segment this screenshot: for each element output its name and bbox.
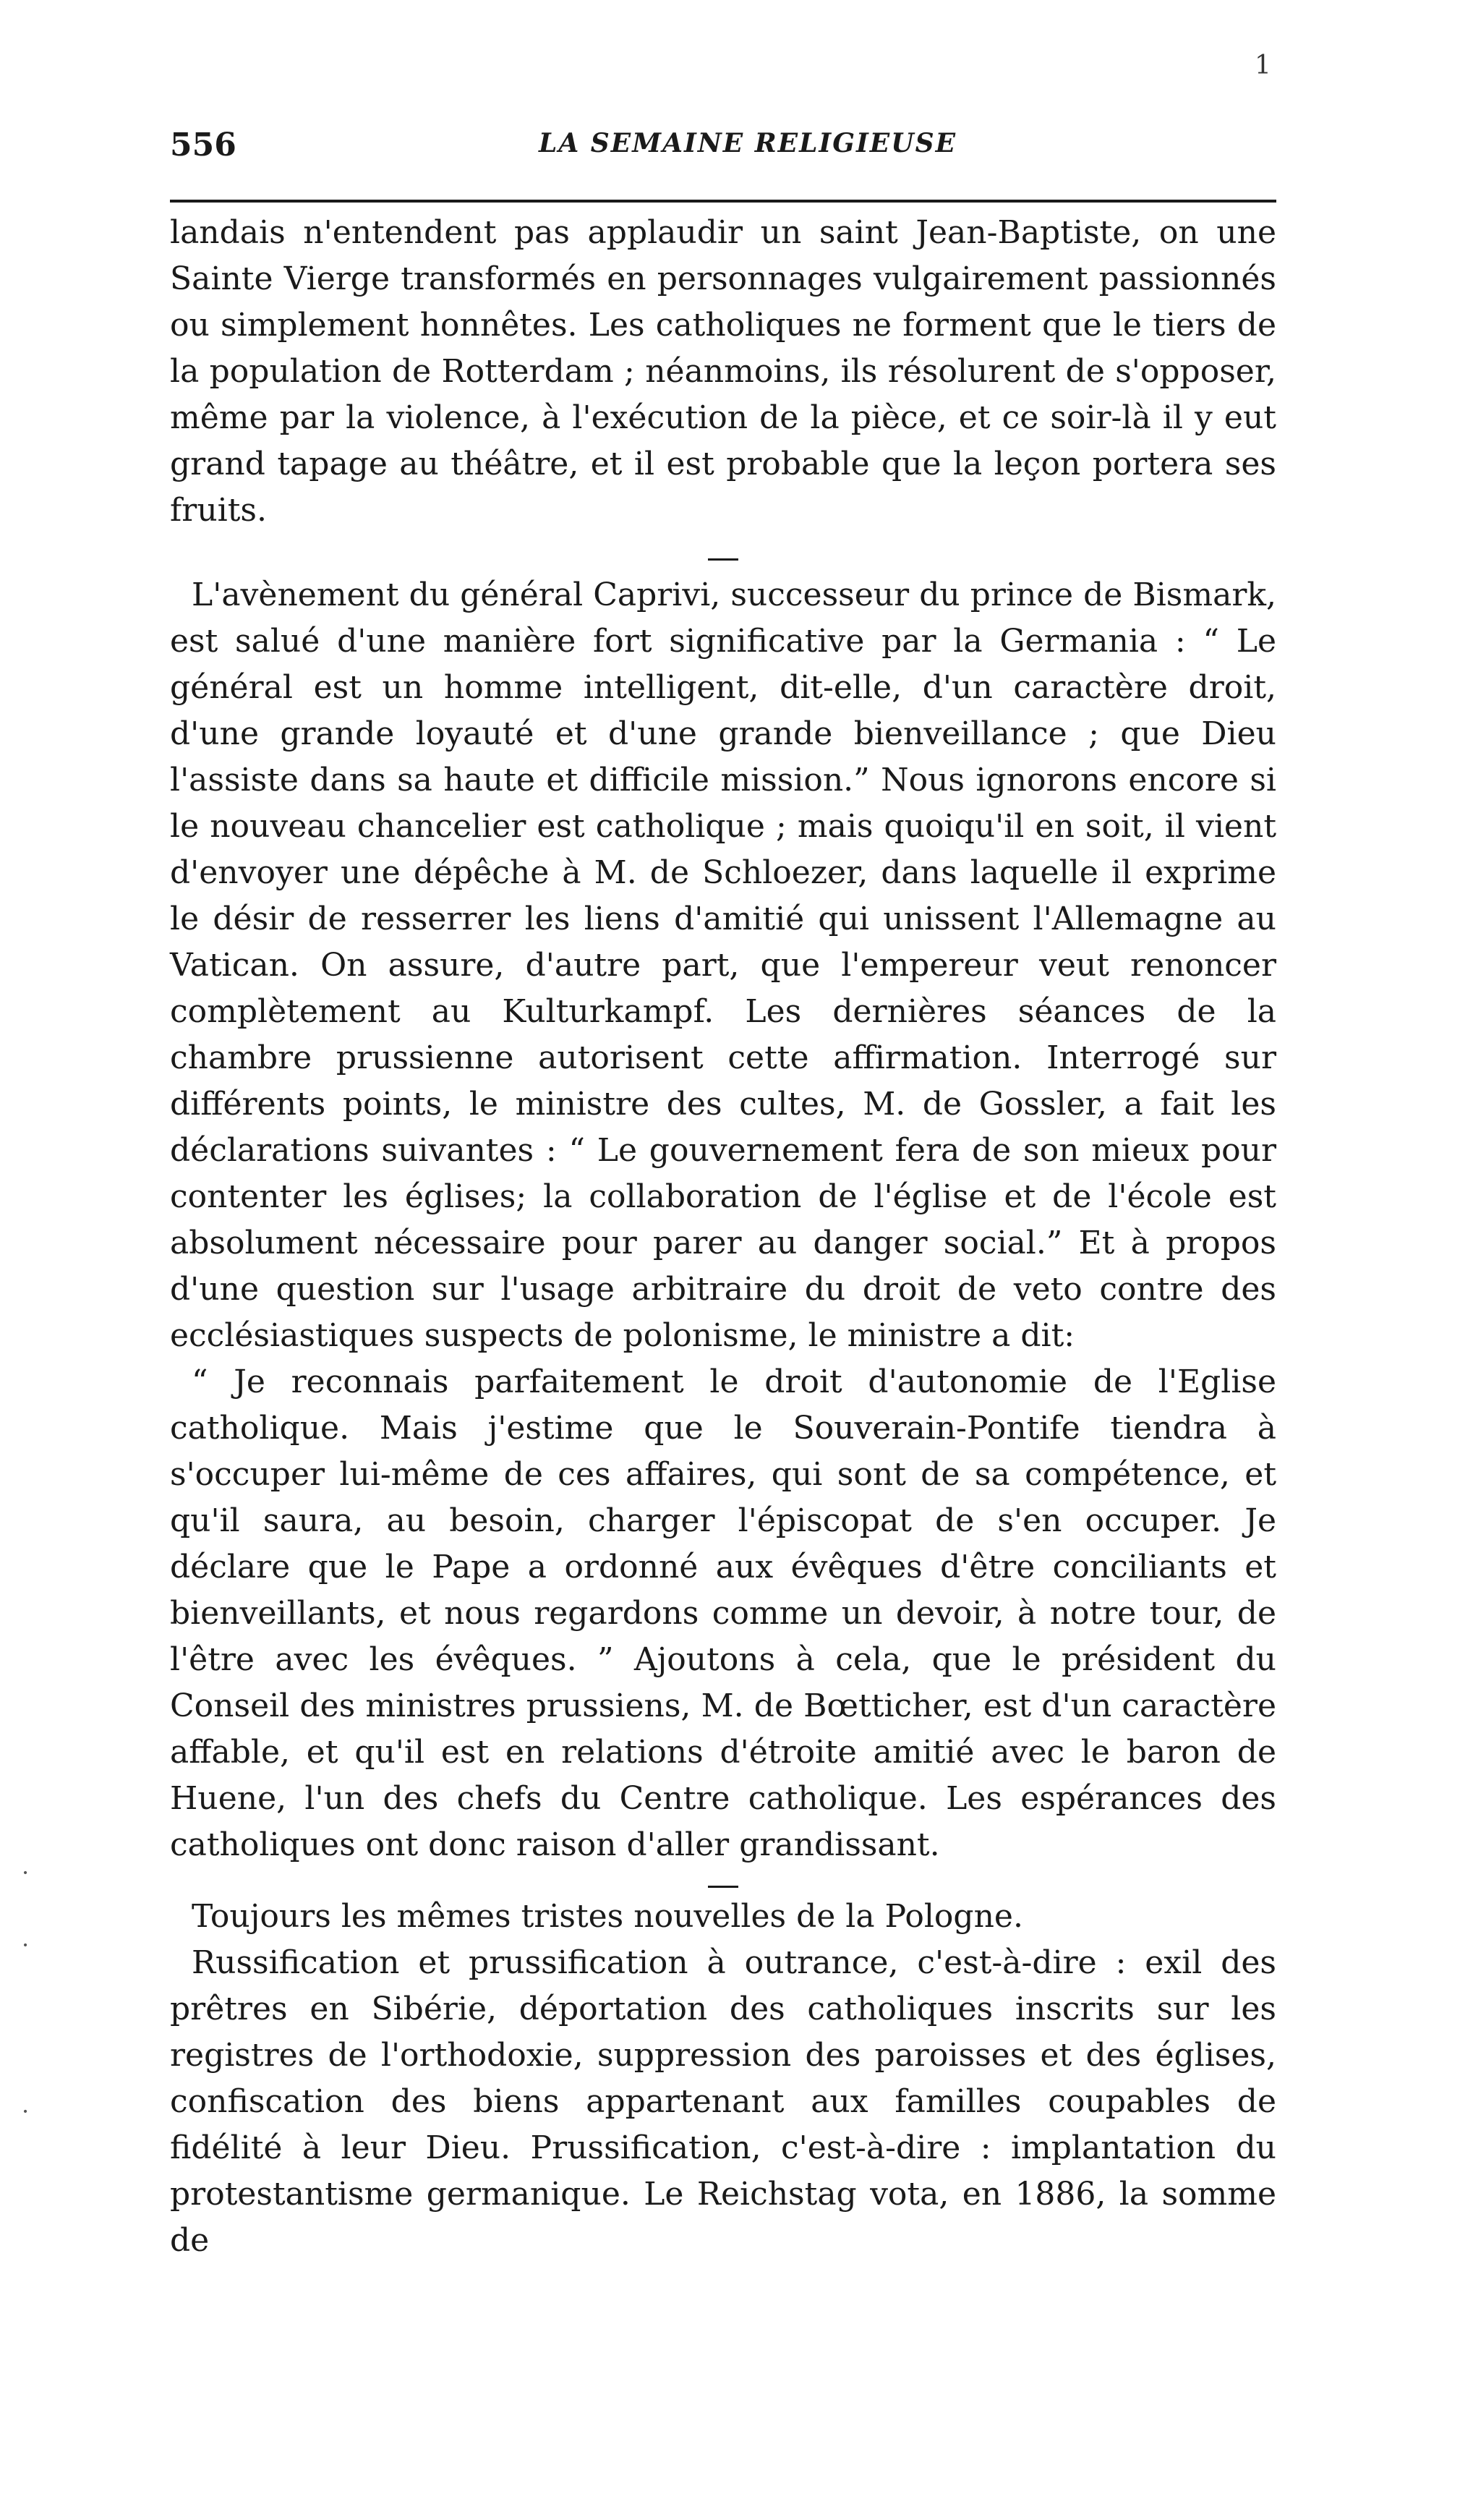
section-separator (708, 1886, 738, 1888)
section-separator (708, 558, 738, 561)
margin-speck: · (22, 1931, 30, 1959)
paragraph-caprivi: L'avènement du général Caprivi, successeur du prince de Bismark, est salué d'une manière fort significative par la Germania : “ Le général est un homme intelligent, dit-elle, d'un caractère droit, d'une grande loyauté et d'une grande bienveillance ; que Dieu l'assiste dans sa haute et difficile mission.” Nous ignorons encore si le nouveau chancelier est catholique ; mais quoiqu'il en soit, il vient d'envoyer une dépêche à M. de Schloezer, dans laquelle il exprime le désir de resserrer les liens d'amitié qui unissent l'Allemagne au Vatican. On assure, d'autre part, que l'empereur veut renoncer complètement au Kulturkampf. Les dernières séances de la chambre prussienne autorisent cette affirmation. Interrogé sur différents points, le ministre des cultes, M. de Gossler, a fait les déclarations suivantes : “ Le gouvernement fera de son mieux pour contenter les églises; la collaboration de l'église et de l'école est absolument nécessaire pour parer au danger social.” Et à propos d'une question sur l'usage arbitraire du droit de veto contre des ecclésiastiques suspects de polonisme, le ministre a dit: (170, 576, 1276, 1354)
corner-mark: 1 (1255, 51, 1271, 80)
paragraph-rotterdam: landais n'entendent pas applaudir un saint Jean-Baptiste, on une Sainte Vierge transformés en personnages vulgairement passionnés ou simplement honnêtes. Les catholiques ne forment que le tiers de la population de Rotterdam ; néanmoins, ils résolurent de s'opposer, même par la violence, à l'exécution de la pièce, et ce soir-là il y eut grand tapage au théâtre, et il est probable que la leçon portera ses fruits. (170, 214, 1276, 529)
paragraph-russification: Russification et prussification à outrance, c'est-à-dire : exil des prêtres en Sibérie, déportation des catholiques inscrits sur les registres de l'orthodoxie, suppression des paroisses et des églises, confiscation des biens appartenant aux familles coupables de fidélité à leur Dieu. Prussification, c'est-à-dire : implantation du protestantisme germanique. Le Reichstag vota, en 1886, la somme de (170, 1944, 1276, 2259)
margin-speck: · (22, 2098, 30, 2125)
margin-speck: · (22, 1859, 30, 1886)
page-header (170, 119, 1276, 170)
header-rule (170, 200, 1276, 203)
paragraph-quotation: “ Je reconnais parfaitement le droit d'autonomie de l'Eglise catholique. Mais j'estime que le Souverain-Pontife tiendra à s'occuper lui-même de ces affaires, qui sont de sa compétence, et qu'il saura, au besoin, charger l'épiscopat de s'en occuper. Je déclare que le Pape a ordonné aux évêques d'être conciliants et bienveillants, et nous regardons comme un devoir, à notre tour, de l'être avec les évêques. ” Ajoutons à cela, que le président du Conseil des ministres prussiens, M. de Bœtticher, est d'un caractère affable, et qu'il est en relations d'étroite amitié avec le baron de Huene, l'un des chefs du Centre catholique. Les espérances des catholiques ont donc raison d'aller grandissant. (170, 1363, 1276, 1863)
page-number: 556 (170, 126, 236, 163)
paragraph-pologne-intro: Toujours les mêmes tristes nouvelles de la Pologne. (192, 1898, 1023, 1935)
body-text (170, 210, 1276, 2264)
running-title: LA SEMAINE RELIGIEUSE (539, 128, 957, 158)
